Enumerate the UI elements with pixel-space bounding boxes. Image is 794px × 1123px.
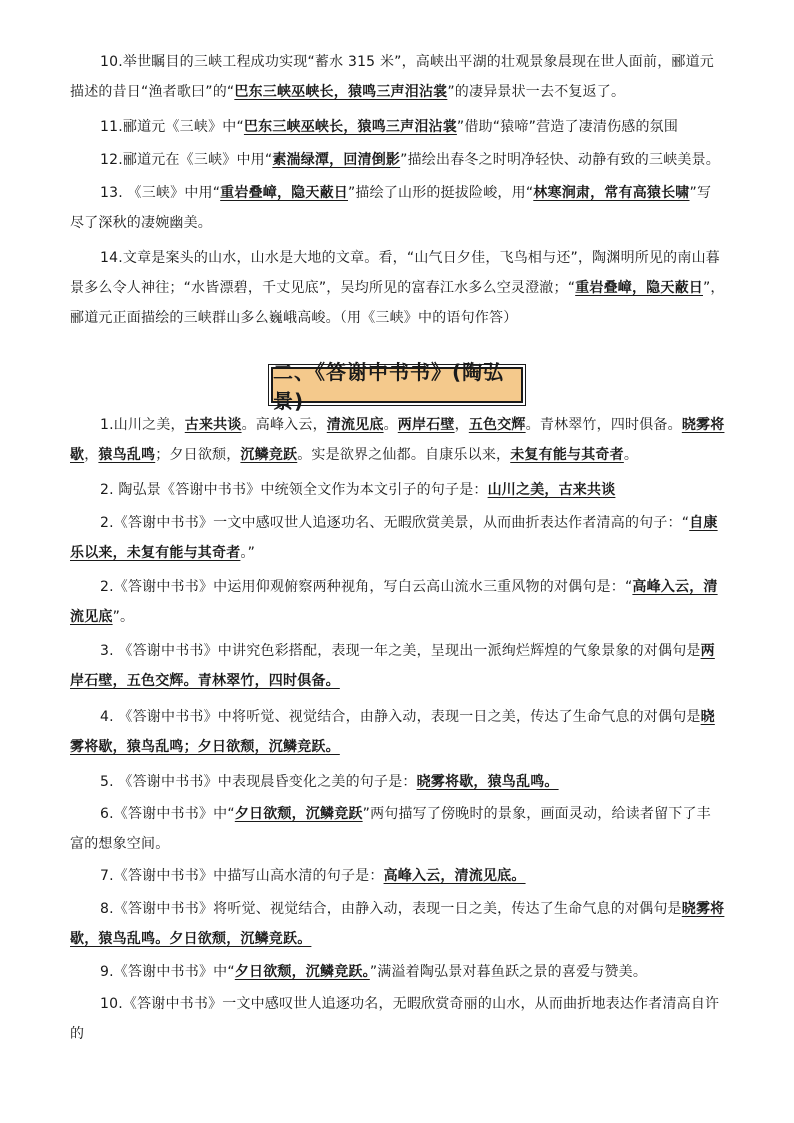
paragraph (70, 410, 725, 470)
answer-text: 沉鳞竞跃 (240, 447, 298, 463)
body-text: 9.《答谢中书书》中“ (100, 964, 235, 980)
body-text: 8.《答谢中书书》将听觉、视觉结合，由静入动，表现一日之美，传达了生命气息的对偶句是 (100, 901, 682, 917)
answer-text: 高峰入云，清流见底 (70, 579, 718, 625)
body-text: ”写尽了深秋的凄婉幽美。 (70, 185, 712, 231)
body-text: ”满溢着陶弘景对暮鱼跃之景的喜爱与赞美。 (369, 964, 648, 980)
answer-text: 晓雾将歇，猿鸟乱鸣。夕日欲颓，沉鳞竞跃。 (70, 901, 725, 947)
paragraph (70, 799, 725, 859)
paragraph (70, 475, 725, 505)
paragraph (70, 989, 725, 1049)
body-text: ”。 (112, 609, 135, 625)
body-text: 4. 《答谢中书书》中将听觉、视觉结合，由静入动，表现一日之美，传达了生命气息的对偶句是 (100, 709, 701, 725)
body-text: ”描绘了山形的挺拔险峻，用“ (347, 185, 534, 201)
answer-text: 重岩叠嶂，隐天蔽日 (575, 280, 703, 296)
body-text: 3. 《答谢中书书》中讲究色彩搭配，表现一年之美，呈现出一派绚烂辉煌的气象景象的对偶句是 (100, 643, 701, 659)
body-text: 14.文章是案头的山水，山水是大地的文章。看，“山气日夕佳，飞鸟相与还”，陶渊明所见的南山暮景多么令人神往；“水皆漂碧，千丈见底”，吴均所见的富春江水多么空灵澄澈；“ (70, 250, 720, 296)
section-title: 二、《答谢中书书》(陶弘景) (273, 360, 505, 413)
body-text: 2.《答谢中书书》中运用仰观俯察两种视角，写白云高山流水三重风物的对偶句是：“ (100, 579, 633, 595)
body-text: ， (84, 447, 99, 463)
body-text: 2. 陶弘景《答谢中书书》中统领全文作为本文引子的句子是： (100, 482, 488, 498)
answer-text: 晓雾将歇 (70, 417, 725, 463)
paragraph (70, 508, 725, 568)
answer-text: 夕日欲颓，沉鳞竞跃。 (234, 964, 370, 980)
body-text: 12.郦道元在《三峡》中用“ (100, 152, 273, 168)
paragraph (70, 702, 725, 762)
answer-text: 林寒涧肃，常有高猿长啸 (533, 185, 690, 201)
answer-text: 重岩叠嶂，隐天蔽日 (220, 185, 348, 201)
answer-text: 素湍绿潭，回清倒影 (272, 152, 401, 168)
answer-text: 晓雾将歇，猿鸟乱鸣。 (416, 774, 559, 790)
answer-text: 高峰入云，清流见底。 (383, 868, 526, 884)
answer-text: 山川之美，古来共谈 (487, 482, 616, 498)
answer-text: 自康乐以来，未复有能与其奇者 (70, 515, 718, 561)
answer-text: 未复有能与其奇者 (510, 447, 624, 463)
body-text: ”两句描写了傍晚时的景象，画面灵动，给读者留下了丰富的想象空间。 (70, 806, 711, 852)
paragraph (70, 47, 725, 107)
paragraph (70, 894, 725, 954)
paragraph (70, 767, 725, 797)
body-text: 2.《答谢中书书》一文中感叹世人追逐功名、无暇欣赏美景，从而曲折表达作者清高的句子：“ (100, 515, 690, 531)
body-text: 1.山川之美， (100, 417, 185, 433)
body-text: 6.《答谢中书书》中“ (100, 806, 235, 822)
answer-text: 古来共谈 (184, 417, 242, 433)
body-text: ”，郦道元正面描绘的三峡群山多么巍峨高峻。（用《三峡》中的语句作答） (70, 280, 725, 326)
answer-text: 巴东三峡巫峡长，猿鸣三声泪沾裳 (243, 119, 457, 135)
body-text: 10.举世瞩目的三峡工程成功实现“蓄水 315 米”，高峡出平湖的壮观景象晨现在世人面前，郦道元描述的昔日“渔者歌曰”的“ (70, 54, 714, 100)
paragraph (70, 957, 725, 987)
body-text: 10.《答谢中书书》一文中感叹世人追逐功名，无暇欣赏奇丽的山水，从而曲折地表达作者清高自许的 (70, 996, 720, 1042)
body-text: 。青林翠竹，四时俱备。 (525, 417, 682, 433)
answer-text: 两岸石壁 (397, 417, 455, 433)
answer-text: 巴东三峡巫峡长，猿鸣三声泪沾裳 (234, 84, 448, 100)
answer-text: 猿鸟乱鸣 (98, 447, 156, 463)
body-text: 。实是欲界之仙都。自康乐以来， (297, 447, 511, 463)
body-text: 7.《答谢中书书》中描写山高水清的句子是： (100, 868, 384, 884)
body-text: 13. 《三峡》中用“ (100, 185, 221, 201)
body-text: ”的凄异景状一去不复返了。 (447, 84, 626, 100)
paragraph (70, 178, 725, 238)
body-text: 。高峰入云， (241, 417, 327, 433)
section-heading-box (271, 360, 523, 413)
answer-text: 夕日欲颓，沉鳞竞跃 (234, 806, 363, 822)
answer-text: 清流见底 (326, 417, 384, 433)
body-text: ， (454, 417, 469, 433)
body-text: ”借助“猿啼”营造了凄清伤感的氛围 (456, 119, 679, 135)
paragraph (70, 572, 725, 632)
body-text: 。” (240, 545, 256, 561)
paragraph (70, 243, 725, 333)
paragraph (70, 145, 725, 175)
answer-text: 晓雾将歇，猿鸟乱鸣；夕日欲颓，沉鳞竞跃。 (70, 709, 715, 755)
answer-text: 五色交辉 (468, 417, 526, 433)
body-text: 。 (623, 447, 639, 463)
body-text: ；夕日欲颓， (155, 447, 241, 463)
paragraph (70, 861, 725, 891)
body-text: 。 (383, 417, 398, 433)
paragraph (70, 112, 725, 142)
body-text: 5. 《答谢中书书》中表现晨昏变化之美的句子是： (100, 774, 417, 790)
answer-text: 两岸石壁，五色交辉。青林翠竹，四时俱备。 (70, 643, 715, 689)
body-text: 11.郦道元《三峡》中“ (100, 119, 244, 135)
body-text: ”描绘出春冬之时明净轻快、动静有致的三峡美景。 (400, 152, 720, 168)
paragraph (70, 636, 725, 696)
